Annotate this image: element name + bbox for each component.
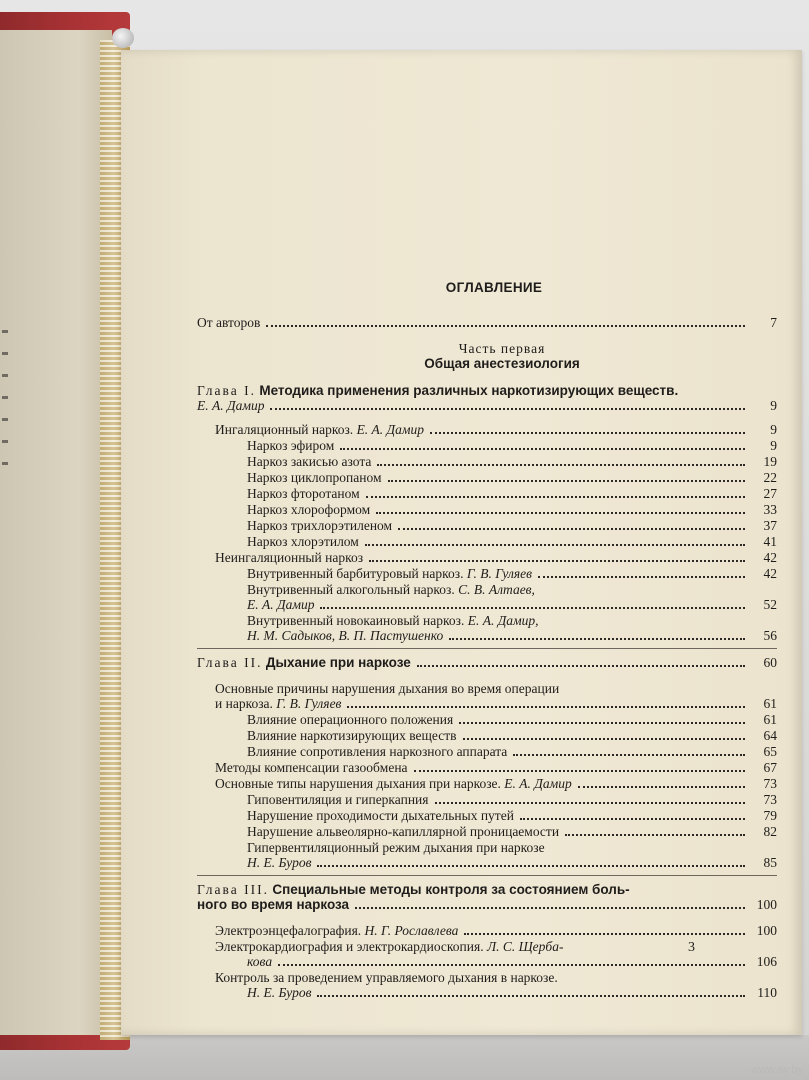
entry-author: Е. А. Дамир, bbox=[467, 613, 539, 628]
entry-page: 7 bbox=[770, 315, 777, 330]
entry-page: 67 bbox=[763, 760, 777, 775]
entry-author: Е. А. Дамир bbox=[356, 422, 425, 437]
toc-entry bbox=[197, 438, 777, 454]
entry-label: Неингаляционный наркоз bbox=[215, 550, 364, 565]
entry-author: кова bbox=[247, 954, 273, 969]
endpaper-marks bbox=[2, 330, 8, 470]
entry-page: 42 bbox=[763, 550, 777, 565]
toc-heading: ОГЛАВЛЕНИЕ bbox=[445, 280, 543, 295]
entry-label: Контроль за проведением управляемого дыхания в наркозе. bbox=[215, 970, 558, 985]
spine-thread-knob bbox=[112, 28, 134, 48]
entry-author: Н. М. Садыков, В. П. Пастушенко bbox=[247, 628, 444, 643]
leader-dots bbox=[266, 325, 745, 327]
entry-author: Е. А. Дамир bbox=[247, 597, 315, 612]
leader-dots bbox=[366, 496, 745, 498]
entry-page: 61 bbox=[763, 712, 777, 727]
entry-label: Наркоз фторотаном bbox=[247, 486, 360, 501]
entry-label: Гипервентиляционный режим дыхания при наркозе bbox=[247, 840, 545, 855]
entry-page: 19 bbox=[763, 454, 777, 469]
section-divider bbox=[197, 648, 777, 649]
leader-dots bbox=[340, 448, 745, 450]
leader-dots bbox=[565, 834, 745, 836]
toc-entry bbox=[197, 502, 777, 518]
toc-entry bbox=[197, 728, 777, 744]
toc-entry bbox=[197, 712, 777, 728]
entry-page: 9 bbox=[770, 438, 777, 453]
entry-label: От авторов bbox=[197, 315, 261, 330]
page-number: 3 bbox=[688, 940, 695, 955]
entry-label: Ингаляционный наркоз. bbox=[215, 422, 354, 437]
entry-page: 22 bbox=[763, 470, 777, 485]
entry-page: 52 bbox=[763, 597, 777, 612]
toc-entry bbox=[197, 824, 777, 840]
entry-author: С. В. Алтаев, bbox=[458, 582, 535, 597]
entry-label: Внутривенный новокаиновый наркоз. bbox=[247, 613, 465, 628]
leader-dots bbox=[355, 907, 745, 909]
toc-entry bbox=[197, 792, 777, 808]
entry-page: 27 bbox=[763, 486, 777, 501]
toc-entry bbox=[197, 582, 777, 613]
left-endpaper bbox=[0, 30, 112, 1035]
chapter-title: Дыхание при наркозе bbox=[265, 655, 411, 670]
entry-page: 85 bbox=[763, 855, 777, 870]
entry-label: Влияние наркотизирующих веществ bbox=[247, 728, 457, 743]
toc-entry bbox=[197, 808, 777, 824]
entry-page: 33 bbox=[763, 502, 777, 517]
chapter-author: Е. А. Дамир bbox=[197, 398, 265, 413]
leader-dots bbox=[414, 770, 745, 772]
entry-label: Гиповентиляция и гиперкапния bbox=[247, 792, 429, 807]
toc-entry bbox=[197, 744, 777, 760]
entry-page: 64 bbox=[763, 728, 777, 743]
entry-page: 56 bbox=[763, 628, 777, 643]
watermark: www.ay.by bbox=[751, 1064, 803, 1076]
leader-dots bbox=[365, 544, 745, 546]
entry-page: 82 bbox=[763, 824, 777, 839]
entry-page: 61 bbox=[763, 696, 777, 711]
entry-label: Методы компенсации газообмена bbox=[215, 760, 408, 775]
entry-label: Электрокардиография и электрокардиоскопия. bbox=[215, 939, 484, 954]
toc-entry bbox=[197, 470, 777, 486]
chapter-2-heading bbox=[197, 655, 777, 671]
chapter-prefix: Глава I. bbox=[197, 383, 256, 398]
leader-dots bbox=[513, 754, 745, 756]
entry-author: Г. В. Гуляев bbox=[276, 696, 342, 711]
entry-page: 73 bbox=[763, 776, 777, 791]
leader-dots bbox=[578, 786, 745, 788]
leader-dots bbox=[317, 865, 745, 867]
leader-dots bbox=[449, 638, 745, 640]
toc-entry bbox=[197, 486, 777, 502]
chapter-title: ного во время наркоза bbox=[197, 897, 350, 912]
leader-dots bbox=[320, 607, 745, 609]
entry-page: 73 bbox=[763, 792, 777, 807]
toc-entry bbox=[197, 681, 777, 712]
entry-page: 110 bbox=[757, 985, 777, 1000]
chapter-1-heading bbox=[197, 383, 777, 414]
leader-dots bbox=[369, 560, 745, 562]
chapter-title: Методика применения различных наркотизирующих веществ. bbox=[259, 383, 679, 398]
entry-label: Наркоз хлороформом bbox=[247, 502, 371, 517]
leader-dots bbox=[435, 802, 746, 804]
toc-page bbox=[121, 50, 802, 1035]
toc-entry-authors bbox=[197, 315, 777, 331]
entry-page: 42 bbox=[763, 566, 777, 581]
leader-dots bbox=[388, 480, 745, 482]
entry-page: 106 bbox=[756, 954, 777, 969]
toc-entry bbox=[197, 422, 777, 438]
leader-dots bbox=[398, 528, 745, 530]
entry-page: 60 bbox=[763, 655, 777, 670]
leader-dots bbox=[377, 464, 745, 466]
leader-dots bbox=[278, 964, 745, 966]
chapter-prefix: Глава II. bbox=[197, 655, 263, 670]
entry-page: 9 bbox=[770, 422, 777, 437]
entry-page: 65 bbox=[763, 744, 777, 759]
toc-entry bbox=[197, 840, 777, 871]
leader-dots bbox=[376, 512, 745, 514]
leader-dots bbox=[430, 432, 745, 434]
leader-dots bbox=[317, 995, 745, 997]
toc-entry bbox=[197, 923, 777, 939]
chapter-3-heading bbox=[197, 882, 777, 913]
entry-page: 100 bbox=[756, 923, 777, 938]
entry-label: Нарушение альвеолярно-капиллярной проницаемости bbox=[247, 824, 560, 839]
table-of-contents bbox=[197, 280, 777, 1001]
entry-page: 9 bbox=[770, 398, 777, 413]
entry-author: Н. Е. Буров bbox=[247, 985, 312, 1000]
entry-label: Наркоз хлорэтилом bbox=[247, 534, 359, 549]
entry-label: Внутривенный барбитуровый наркоз. bbox=[247, 566, 464, 581]
chapter-title: Специальные методы контроля за состоянием боль- bbox=[272, 882, 630, 897]
entry-label: и наркоза. bbox=[215, 696, 273, 711]
part-subtitle: Общая анестезиология bbox=[424, 356, 580, 371]
entry-page: 41 bbox=[763, 534, 777, 549]
leader-dots bbox=[538, 576, 745, 578]
chapter-prefix: Глава III. bbox=[197, 882, 269, 897]
entry-label: Основные типы нарушения дыхания при наркозе. bbox=[215, 776, 501, 791]
entry-label: Наркоз эфиром bbox=[247, 438, 335, 453]
toc-entry bbox=[197, 550, 777, 566]
entry-label: Нарушение проходимости дыхательных путей bbox=[247, 808, 514, 823]
section-divider bbox=[197, 875, 777, 876]
toc-entry bbox=[197, 566, 777, 582]
entry-author: Л. С. Щерба- bbox=[486, 939, 564, 954]
toc-entry bbox=[197, 613, 777, 644]
toc-entry bbox=[197, 970, 777, 1001]
entry-author: Н. Г. Рославлева bbox=[364, 923, 459, 938]
leader-dots bbox=[463, 738, 745, 740]
toc-entry bbox=[197, 760, 777, 776]
leader-dots bbox=[270, 408, 745, 410]
leader-dots bbox=[520, 818, 745, 820]
toc-entry bbox=[197, 454, 777, 470]
entry-label: Влияние операционного положения bbox=[247, 712, 454, 727]
entry-label: Наркоз циклопропаном bbox=[247, 470, 382, 485]
entry-label: Внутривенный алкогольный наркоз. bbox=[247, 582, 455, 597]
leader-dots bbox=[417, 665, 745, 667]
entry-label: Наркоз трихлорэтиленом bbox=[247, 518, 393, 533]
toc-entry bbox=[197, 534, 777, 550]
leader-dots bbox=[464, 933, 745, 935]
entry-page: 79 bbox=[763, 808, 777, 823]
entry-author: Н. Е. Буров bbox=[247, 855, 312, 870]
toc-entry bbox=[197, 518, 777, 534]
leader-dots bbox=[347, 706, 745, 708]
toc-entry bbox=[197, 776, 777, 792]
entry-page: 37 bbox=[763, 518, 777, 533]
entry-label: Основные причины нарушения дыхания во время операции bbox=[215, 681, 560, 696]
entry-label: Электроэнцефалография. bbox=[215, 923, 362, 938]
entry-author: Е. А. Дамир bbox=[504, 776, 572, 791]
entry-label: Влияние сопротивления наркозного аппарата bbox=[247, 744, 508, 759]
leader-dots bbox=[459, 722, 745, 724]
part-title: Часть первая bbox=[458, 341, 546, 356]
entry-author: Г. В. Гуляев bbox=[466, 566, 532, 581]
entry-page: 100 bbox=[756, 897, 777, 912]
entry-label: Наркоз закисью азота bbox=[247, 454, 372, 469]
